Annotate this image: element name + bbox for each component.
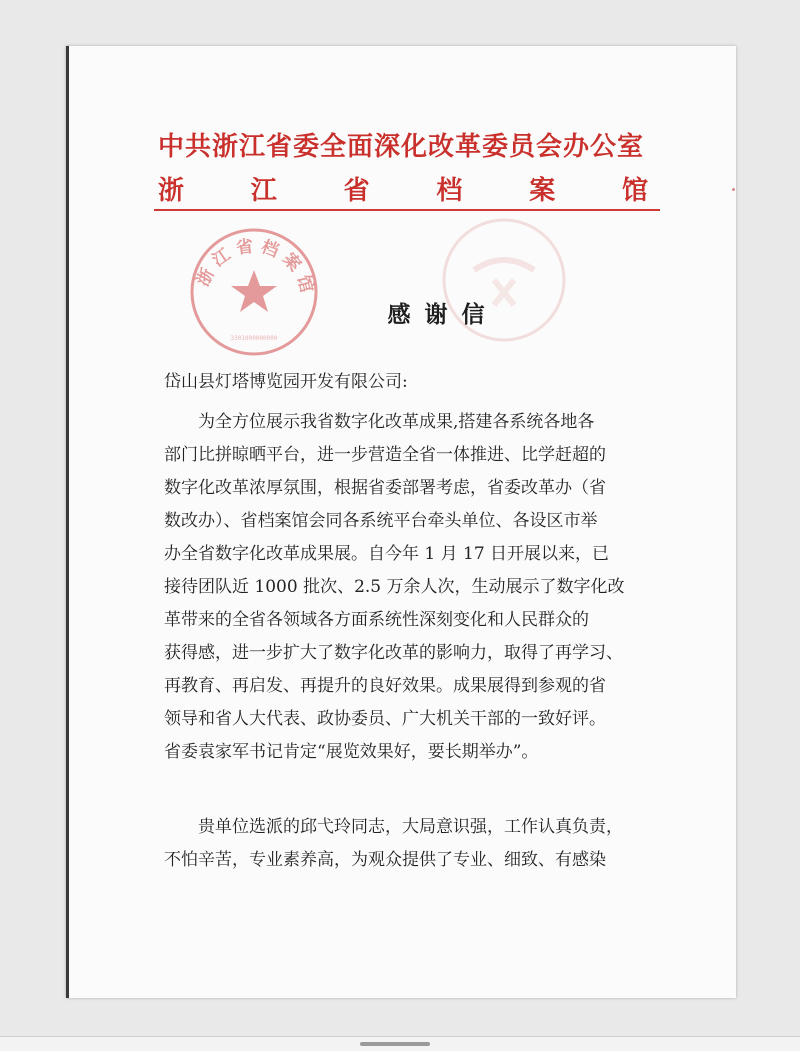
scanned-letter-page xyxy=(66,46,736,998)
svg-text:浙江省档案馆: 浙江省档案馆 xyxy=(193,236,318,301)
paragraph-line: 革带来的全省各领域各方面系统性深刻变化和人民群众的 xyxy=(164,610,589,630)
faded-seal-stamp xyxy=(434,210,574,350)
paragraph-line: 办全省数字化改革成果展。自今年 1 月 17 日开展以来，已 xyxy=(164,544,610,564)
svg-text:3301000000000: 3301000000000 xyxy=(230,335,278,342)
scrollbar-thumb[interactable] xyxy=(360,1042,430,1046)
header-char: 馆 xyxy=(621,176,648,206)
paragraph-line: 不怕辛苦，专业素养高，为观众提供了专业、细致、有感染 xyxy=(164,850,606,870)
paragraph-line: 数字化改革浓厚氛围，根据省委部署考虑，省委改革办（省 xyxy=(164,478,606,498)
scan-speck xyxy=(732,188,735,191)
header-char: 江 xyxy=(250,176,277,206)
red-divider-rule xyxy=(154,209,660,211)
header-char: 档 xyxy=(436,176,463,206)
letter-title: 感谢信 xyxy=(387,301,499,328)
paragraph-line: 再教育、再启发、再提升的良好效果。成果展得到参观的省 xyxy=(164,676,606,696)
paragraph-1 xyxy=(164,406,664,769)
salutation: 岱山县灯塔博览园开发有限公司: xyxy=(164,372,408,392)
paragraph-line: 部门比拼晾晒平台，进一步营造全省一体推进、比学赶超的 xyxy=(164,445,606,465)
paragraph-line: 数改办）、省档案馆会同各系统平台牵头单位、各设区市举 xyxy=(164,511,598,531)
paragraph-line: 省委袁家军书记肯定“展览效果好，要长期举办”。 xyxy=(164,742,539,762)
official-seal-stamp xyxy=(184,222,324,362)
header-char: 省 xyxy=(343,176,370,206)
paragraph-line: 获得感，进一步扩大了数字化改革的影响力，取得了再学习、 xyxy=(164,643,623,663)
paragraph-line: 领导和省人大代表、政协委员、广大机关干部的一致好评。 xyxy=(164,709,606,729)
paragraph-line: 接待团队近 1000 批次、2.5 万余人次，生动展示了数字化改 xyxy=(164,577,625,597)
issuer-header-line-1: 中共浙江省委全面深化改革委员会办公室 xyxy=(158,132,645,162)
header-char: 浙 xyxy=(158,176,185,206)
paragraph-2 xyxy=(164,811,664,877)
header-char: 案 xyxy=(529,176,556,206)
paragraph-line: 贵单位选派的邱弋玲同志，大局意识强，工作认真负责， xyxy=(198,817,623,837)
paragraph-line: 为全方位展示我省数字化改革成果,搭建各系统各地各 xyxy=(198,412,595,432)
issuer-header-line-2 xyxy=(158,170,648,207)
page-edge xyxy=(66,46,69,998)
